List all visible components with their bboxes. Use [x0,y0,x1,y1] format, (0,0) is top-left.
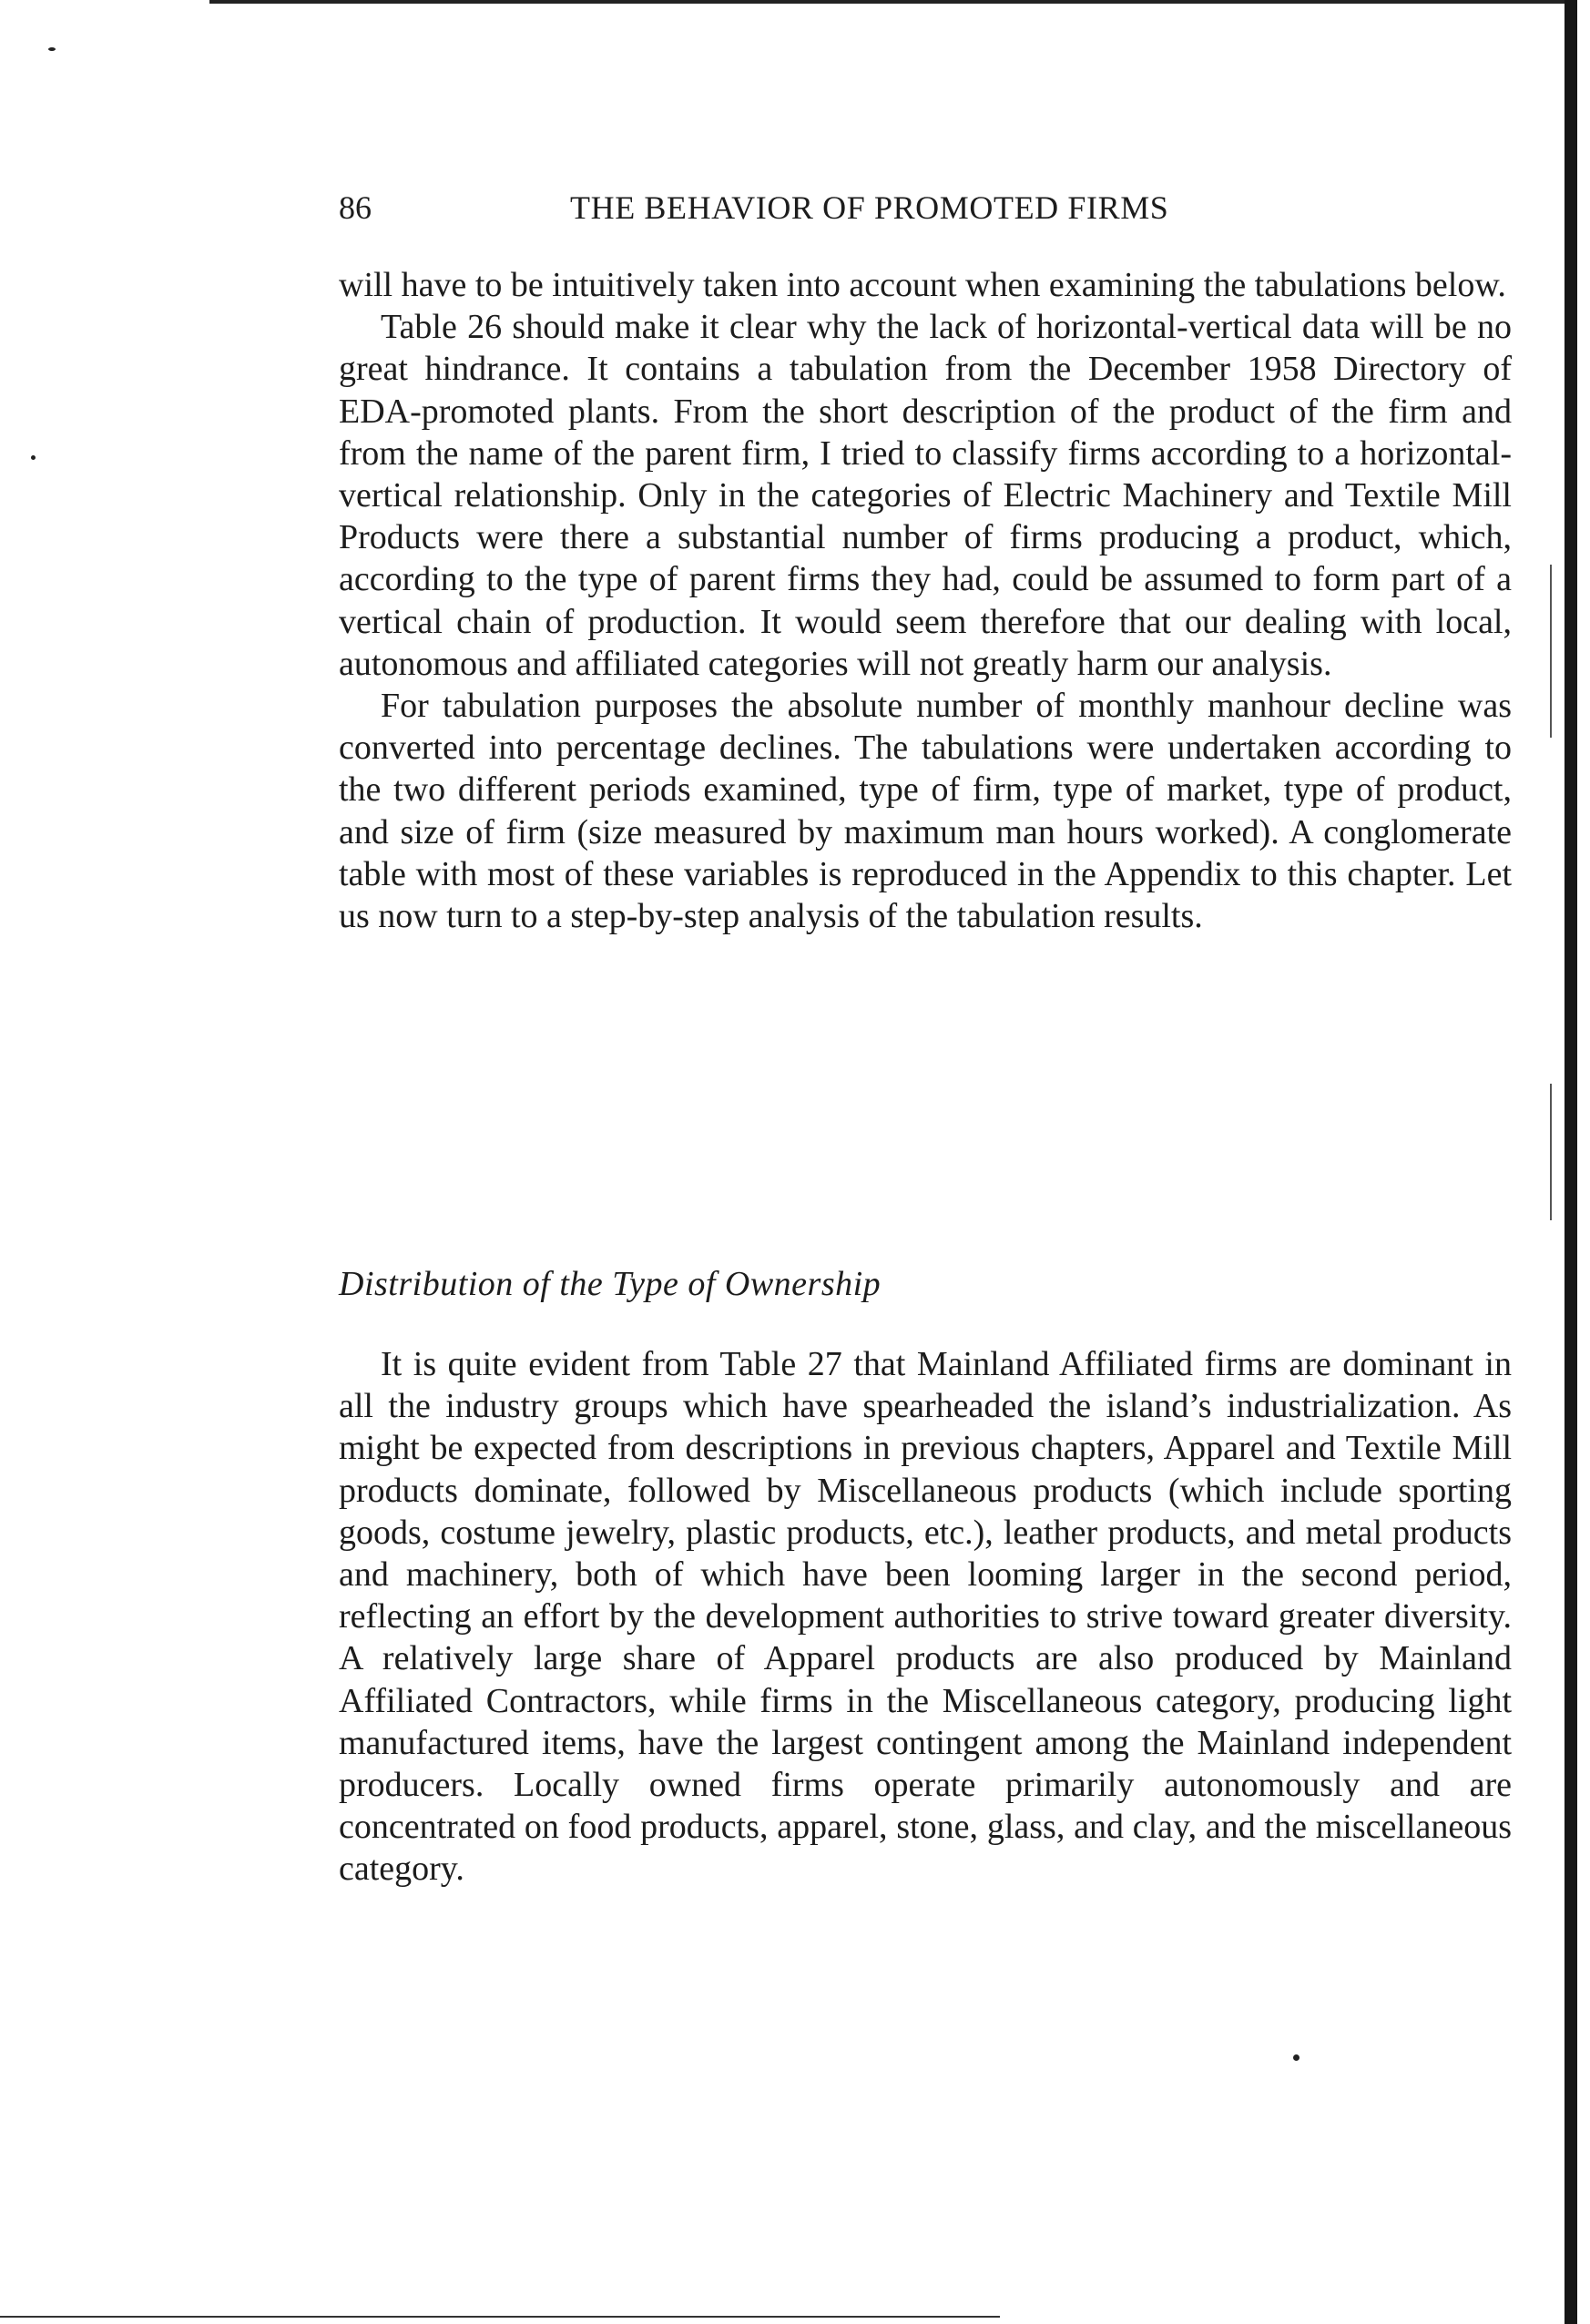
paragraph: Table 26 should make it clear why the lack of horizontal-vertical data will be no great hindrance. It contains a tabulation from the December 1958 Directory of EDA-promoted plants. From the short description of the product of the firm and from the name of the parent firm, I tried to classify firms according to a horizontal-vertical relationship. Only in the categories of Electric Machinery and Textile Mill Products were there a substantial number of firms producing a product, which, according to the type of parent firms they had, could be assumed to form part of a vertical chain of production. It would seem therefore that our dealing with local, autonomous and affiliated categories will not greatly harm our analysis. [339,308,1512,683]
paragraph: will have to be intuitively taken into account when examining the tabulations below. [339,266,1506,304]
margin-mark [1550,1084,1552,1220]
margin-mark [1550,565,1552,738]
page-number: 86 [339,189,372,226]
running-head-title: THE BEHAVIOR OF PROMOTED FIRMS [570,189,1169,226]
scan-bottom-edge [0,2316,1000,2318]
scan-speck [31,455,36,460]
scan-top-edge [209,0,1566,4]
section-heading: Distribution of the Type of Ownership [339,1265,882,1303]
paragraph: It is quite evident from Table 27 that Mainland Affiliated firms are dominant in all the industry groups which have spearheaded the island’s industrialization. As might be expected from descriptions in previous chapters, Apparel and Textile Mill products dominate, followed by Miscellaneous products (which include sporting goods, costume jewelry, plastic products, etc.), leather products, and metal products and machinery, both of which have been looming larger in the second period, reflecting an effort by the development authorities to strive toward greater diversity. A relatively large share of Apparel products are also produced by Mainland Affiliated Contractors, while firms in the Miscellaneous category, producing light manufactured items, have the largest contingent among the Mainland independent producers. Locally owned firms operate primarily autonomously and are concentrated on food products, apparel, stone, glass, and clay, and the miscellaneous category. [339,1345,1512,1889]
main-text [339,264,1512,937]
running-head [339,186,1512,229]
section-text [339,1343,1512,1891]
scan-right-edge [1565,0,1577,2324]
scan-speck [48,47,56,51]
scan-speck [1293,2054,1300,2061]
paragraph: For tabulation purposes the absolute number of monthly manhour decline was converted into percentage declines. The tabulations were undertaken according to the two different periods examined, type of firm, type of market, type of product, and size of firm (size measured by maximum man hours worked). A conglomerate table with most of these variables is reproduced in the Appendix to this chapter. Let us now turn to a step-by-step analysis of the tabulation results. [339,687,1512,936]
